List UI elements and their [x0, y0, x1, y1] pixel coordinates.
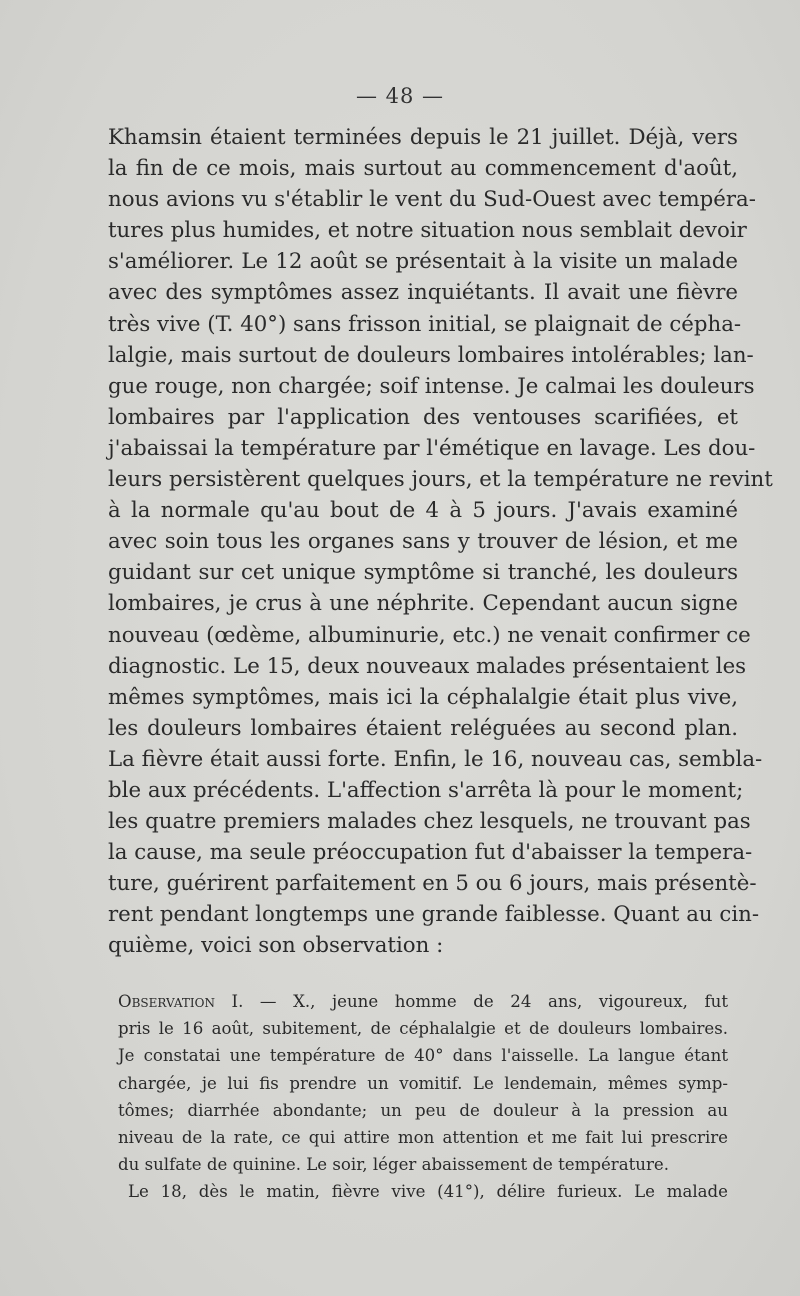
text-line: leurs persistèrent quelques jours, et la température ne revint — [108, 467, 773, 493]
text-line: ble aux précédents. L'affection s'arrêta là pour le moment; — [108, 777, 744, 803]
observation-block — [118, 988, 728, 1206]
text-line: Khamsin étaient terminées depuis le 21 juillet. Déjà, vers — [108, 125, 738, 150]
text-line: à la normale qu'au bout de 4 à 5 jours. J'avais examiné — [108, 498, 738, 524]
text-line: lombaires par l'application des ventouses scarifiées, et — [108, 404, 738, 430]
text-line: La fièvre était aussi forte. Enfin, le 16, nouveau cas, sembla- — [108, 746, 763, 772]
text-line: lalgie, mais surtout de douleurs lombaires intolérables; lan- — [108, 342, 754, 368]
text-line: lombaires, je crus à une néphrite. Cependant aucun signe — [108, 591, 738, 617]
text-line: les quatre premiers malades chez lesquels, ne trouvant pas — [108, 809, 751, 835]
text-line: diagnostic. Le 15, deux nouveaux malades présentaient les — [108, 653, 747, 679]
text-line: la fin de ce mois, mais surtout au commencement d'août, — [108, 156, 738, 182]
text-line: tures plus humides, et notre situation nous semblait devoir — [108, 218, 747, 244]
text-line: les douleurs lombaires étaient reléguées au second plan. — [108, 715, 738, 741]
text-line: s'améliorer. Le 12 août se présentait à la visite un malade — [108, 249, 738, 275]
text-line: gue rouge, non chargée; soif intense. Je calmai les douleurs — [108, 373, 755, 399]
observation-heading: Observation I. — [118, 992, 244, 1011]
text-line: mêmes symptômes, mais ici la céphalalgie était plus vive, — [108, 684, 738, 710]
observation-line: Le 18, dès le matin, fièvre vive (41°), délire furieux. Le malade — [128, 1182, 728, 1202]
observation-line: chargée, je lui fis prendre un vomitif. Le lendemain, mêmes symp- — [118, 1073, 728, 1093]
observation-line: du sulfate de quinine. Le soir, léger abaissement de température. — [118, 1155, 669, 1175]
text-line: guidant sur cet unique symptôme si tranché, les douleurs — [108, 560, 738, 586]
text-line: quième, voici son observation : — [108, 933, 444, 959]
observation-line: tômes; diarrhée abondante; un peu de douleur à la pression au — [118, 1100, 728, 1120]
text-line: ture, guérirent parfaitement en 5 ou 6 jours, mais présentè- — [108, 871, 757, 897]
main-paragraph — [108, 122, 773, 962]
text-line: avec soin tous les organes sans y trouver de lésion, et me — [108, 529, 738, 555]
text-line: avec des symptômes assez inquiétants. Il avait une fièvre — [108, 280, 738, 306]
text-line: la cause, ma seule préoccupation fut d'abaisser la tempera- — [108, 840, 753, 866]
observation-line: Je constatai une température de 40° dans l'aisselle. La langue étant — [118, 1046, 728, 1066]
observation-line: niveau de la rate, ce qui attire mon attention et me fait lui prescrire — [118, 1127, 728, 1147]
text-line: nous avions vu s'établir le vent du Sud-Ouest avec tempéra- — [108, 187, 756, 213]
text-line: rent pendant longtemps une grande faiblesse. Quant au cin- — [108, 902, 760, 928]
observation-first-line — [118, 988, 728, 1015]
observation-first-line-text: — X., jeune homme de 24 ans, vigoureux, fut — [243, 992, 728, 1011]
observation-line: pris le 16 août, subitement, de céphalalgie et de douleurs lombaires. — [118, 1019, 728, 1039]
page-number: — 48 — — [355, 84, 445, 108]
text-line: nouveau (œdème, albuminurie, etc.) ne venait confirmer ce — [108, 622, 751, 648]
text-line: très vive (T. 40°) sans frisson initial, se plaignait de cépha- — [108, 311, 742, 337]
text-line: j'abaissai la température par l'émétique en lavage. Les dou- — [108, 435, 756, 461]
